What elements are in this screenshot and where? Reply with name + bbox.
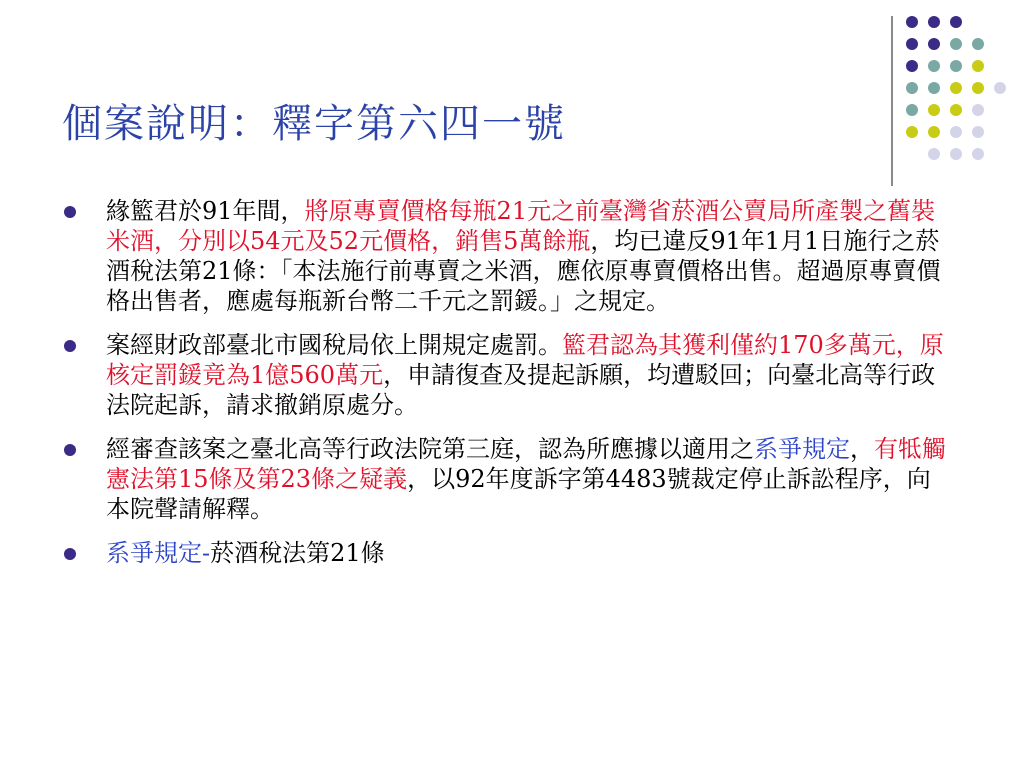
bullet-dot-icon — [64, 340, 76, 352]
bullet-text-normal: 緣籃君於91年間， — [106, 197, 305, 225]
slide-body — [60, 196, 950, 582]
decorative-dot — [950, 82, 962, 94]
decorative-dot — [906, 104, 918, 116]
decorative-divider — [891, 16, 893, 186]
decorative-dot — [950, 16, 962, 28]
decorative-dot — [906, 126, 918, 138]
slide-title: 個案說明：釋字第六四一號 — [62, 101, 566, 147]
decorative-dot — [972, 148, 984, 160]
decorative-dot — [928, 82, 940, 94]
bullet-text-highlight: 將原專賣價格每瓶21元之前臺灣省菸酒公賣局所產製之舊裝米酒，分別以54元及52元價格，銷售5萬餘瓶 — [106, 197, 936, 255]
decorative-dot — [950, 60, 962, 72]
decorative-dot — [972, 82, 984, 94]
decorative-dot — [950, 104, 962, 116]
decorative-dot — [906, 82, 918, 94]
bullet-dot-icon — [64, 444, 76, 456]
decorative-dot — [972, 38, 984, 50]
bullet-dot-icon — [64, 548, 76, 560]
bullet-item — [60, 434, 950, 524]
decorative-dot — [972, 104, 984, 116]
decorative-dot — [906, 60, 918, 72]
bullet-item — [60, 538, 950, 568]
decorative-dot — [972, 126, 984, 138]
bullet-text-term: 系爭規定- — [106, 539, 211, 567]
bullet-text-highlight: 有牴觸憲法第15條及第23條之疑義 — [106, 435, 946, 493]
decorative-dot — [928, 104, 940, 116]
bullet-text-normal: ， — [850, 435, 874, 463]
bullet-text-normal: 經審查該案之臺北高等行政法院第三庭，認為所應據以適用之 — [106, 435, 754, 463]
bullet-item — [60, 330, 950, 420]
decorative-dot — [928, 60, 940, 72]
bullet-text-normal: ，以92年度訴字第4483號裁定停止訴訟程序，向本院聲請解釋。 — [106, 465, 931, 523]
bullet-text-normal: 案經財政部臺北市國稅局依上開規定處罰。 — [106, 331, 562, 359]
bullet-text-highlight: 籃君認為其獲利僅約170多萬元，原核定罰鍰竟為1億560萬元 — [106, 331, 944, 389]
decorative-dot — [972, 60, 984, 72]
decorative-dot — [906, 16, 918, 28]
decorative-dot — [994, 82, 1006, 94]
bullet-text-normal: 菸酒稅法第21條 — [210, 539, 385, 567]
bullet-dot-icon — [64, 206, 76, 218]
decorative-dot — [928, 38, 940, 50]
decorative-dot — [950, 38, 962, 50]
decorative-dot — [928, 148, 940, 160]
decorative-dot — [906, 38, 918, 50]
decorative-dot — [928, 126, 940, 138]
bullet-text-normal: ，申請復查及提起訴願，均遭駁回；向臺北高等行政法院起訴，請求撤銷原處分。 — [106, 361, 936, 419]
decorative-dot — [950, 148, 962, 160]
bullet-item — [60, 196, 950, 316]
bullet-text-normal: ，均已違反91年1月1日施行之菸酒稅法第21條：「本法施行前專賣之米酒，應依原專賣價格出售。超過原專賣價格出售者，應處每瓶新台幣二千元之罰鍰。」之規定。 — [106, 227, 941, 315]
bullet-text-term: 系爭規定 — [754, 435, 850, 463]
decorative-dot — [928, 16, 940, 28]
decorative-dot — [950, 126, 962, 138]
